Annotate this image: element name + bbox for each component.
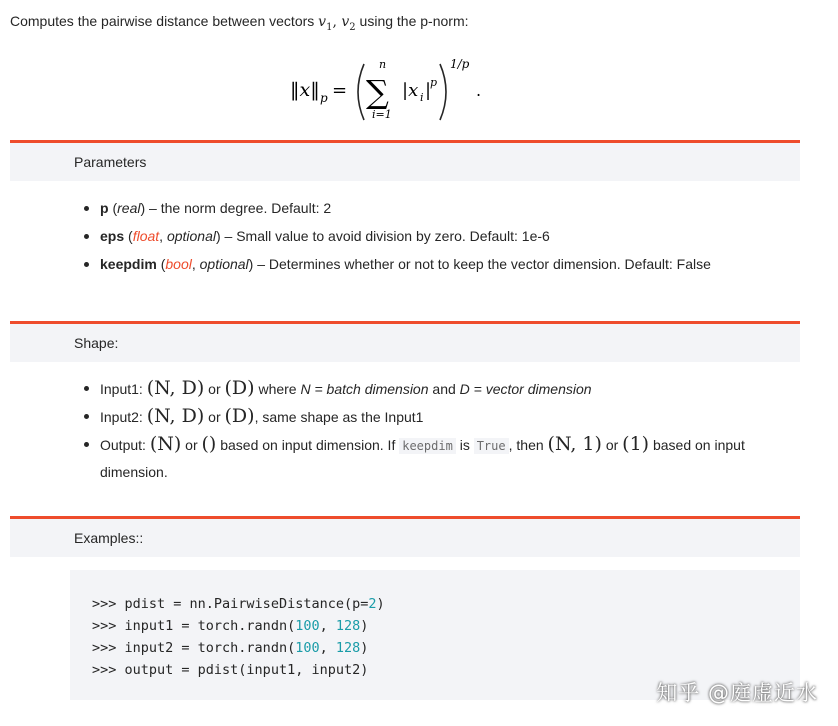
- intro-v2: v: [341, 14, 350, 30]
- code-text: ): [360, 640, 369, 656]
- code-text: input2 = torch.randn(: [124, 640, 296, 656]
- intro-v2-sub: 2: [349, 21, 356, 33]
- param-name: eps: [100, 228, 125, 244]
- shape-d-def: D = vector dimension: [459, 381, 592, 397]
- param-type-link[interactable]: bool: [165, 256, 192, 272]
- formula-term: |x: [402, 80, 419, 101]
- p-norm-formula: [286, 58, 486, 128]
- formula-term-sub: i: [420, 91, 424, 104]
- shape-math: (N): [149, 433, 182, 455]
- examples-header: [10, 516, 800, 557]
- intro-suffix: using the p-norm:: [355, 13, 469, 29]
- param-close: ): [140, 200, 146, 216]
- param-close: ): [248, 256, 254, 272]
- shape-math: (D): [224, 377, 255, 399]
- shape-rest: , same shape as the Input1: [254, 409, 424, 425]
- shape-where: where: [254, 381, 301, 397]
- shape-n-def: N = batch dimension: [300, 381, 429, 397]
- formula-sum-top: n: [379, 58, 387, 71]
- param-name: keepdim: [100, 256, 157, 272]
- code-text: input1 = torch.randn(: [124, 618, 296, 634]
- param-item-eps: [80, 222, 711, 250]
- shape-or: or: [601, 437, 623, 453]
- shape-item-input1: [80, 374, 745, 402]
- inline-code-true: True: [474, 438, 509, 454]
- param-name: p: [100, 200, 109, 216]
- code-prompt: >>>: [92, 640, 125, 656]
- parameters-title: Parameters: [74, 154, 147, 170]
- formula-right-paren: [440, 64, 446, 120]
- shape-end: based on input: [649, 437, 745, 453]
- code-line: [92, 618, 368, 634]
- formula-left-paren: [358, 64, 364, 120]
- formula-equals: =: [332, 80, 348, 101]
- shape-line2: dimension.: [100, 464, 168, 480]
- formula-term-sup: p: [430, 76, 438, 89]
- shape-item-output-cont: [80, 458, 745, 486]
- param-sep: ,: [159, 228, 167, 244]
- param-optional: optional: [199, 256, 249, 272]
- shape-or: or: [181, 437, 202, 453]
- code-prompt: >>>: [92, 618, 125, 634]
- code-text: output = pdist(input1, input2): [124, 662, 369, 678]
- param-sep: ,: [191, 256, 200, 272]
- shape-then: , then: [508, 437, 548, 453]
- code-prompt: >>>: [92, 596, 125, 612]
- code-text: ,: [319, 640, 336, 656]
- code-text: ): [376, 596, 385, 612]
- shape-math: (): [201, 433, 217, 455]
- shape-math: (1): [622, 433, 650, 455]
- formula-sum-bottom: i=1: [372, 108, 392, 121]
- shape-label: Output:: [100, 437, 150, 453]
- param-open: (: [156, 256, 166, 272]
- param-open: (: [108, 200, 118, 216]
- formula-lhs-sub: p: [320, 91, 328, 105]
- shape-math: (N, 1): [547, 433, 602, 455]
- watermark: 知乎 @庭虚近水: [656, 681, 818, 705]
- shape-or: or: [204, 409, 225, 425]
- param-close: ): [215, 228, 221, 244]
- formula-period: .: [476, 81, 482, 100]
- code-text: pdist = nn.PairwiseDistance(p=: [124, 596, 369, 612]
- shape-math: (N, D): [146, 377, 205, 399]
- intro-v1-sub: 1: [326, 21, 333, 33]
- shape-and: and: [428, 381, 460, 397]
- code-number: 100: [295, 640, 320, 656]
- code-line: [92, 662, 368, 678]
- code-text: ,: [319, 618, 336, 634]
- code-number: 100: [295, 618, 320, 634]
- formula-sigma: ∑: [366, 73, 389, 111]
- shape-item-output: [80, 430, 745, 458]
- shape-math: (N, D): [146, 405, 205, 427]
- formula-outer-sup: 1/p: [450, 58, 470, 71]
- param-desc: – Determines whether or not to keep the vector dimension. Default: False: [253, 256, 711, 272]
- param-type: real: [117, 200, 141, 216]
- param-item-p: [80, 194, 711, 222]
- shape-list: [80, 374, 745, 486]
- intro-text: Computes the pairwise distance between vectors $v_1$, $v_2$ using the p-norm:: [10, 13, 469, 33]
- shape-is: is: [455, 437, 474, 453]
- param-optional: optional: [166, 228, 216, 244]
- formula-term-close: |: [425, 80, 432, 101]
- parameters-header: [10, 140, 800, 181]
- param-desc: – the norm degree. Default: 2: [145, 200, 332, 216]
- param-desc: – Small value to avoid division by zero. Default: 1e-6: [220, 228, 550, 244]
- code-lines: [92, 593, 385, 681]
- shape-label: Input1:: [100, 381, 147, 397]
- shape-or: or: [204, 381, 225, 397]
- code-number: 128: [335, 618, 361, 634]
- shape-mid: based on input dimension. If: [216, 437, 400, 453]
- code-number: 2: [368, 596, 377, 612]
- param-type-link[interactable]: float: [132, 228, 160, 244]
- code-line: [92, 596, 385, 612]
- intro-v1: v: [318, 14, 327, 30]
- examples-title: Examples::: [74, 530, 144, 546]
- shape-math: (D): [224, 405, 255, 427]
- code-number: 128: [335, 640, 361, 656]
- formula-lhs: ‖x‖: [290, 79, 320, 101]
- inline-code-keepdim: keepdim: [399, 438, 456, 454]
- param-item-keepdim: [80, 250, 711, 278]
- shape-label: Input2:: [100, 409, 147, 425]
- shape-header: [10, 321, 800, 362]
- code-prompt: >>>: [92, 662, 125, 678]
- parameters-list: [80, 194, 711, 278]
- shape-title: Shape:: [74, 335, 119, 351]
- intro-prefix: Computes the pairwise distance between vectors: [10, 13, 319, 29]
- code-text: ): [360, 618, 369, 634]
- code-line: [92, 640, 368, 656]
- shape-item-input2: [80, 402, 745, 430]
- param-open: (: [124, 228, 133, 244]
